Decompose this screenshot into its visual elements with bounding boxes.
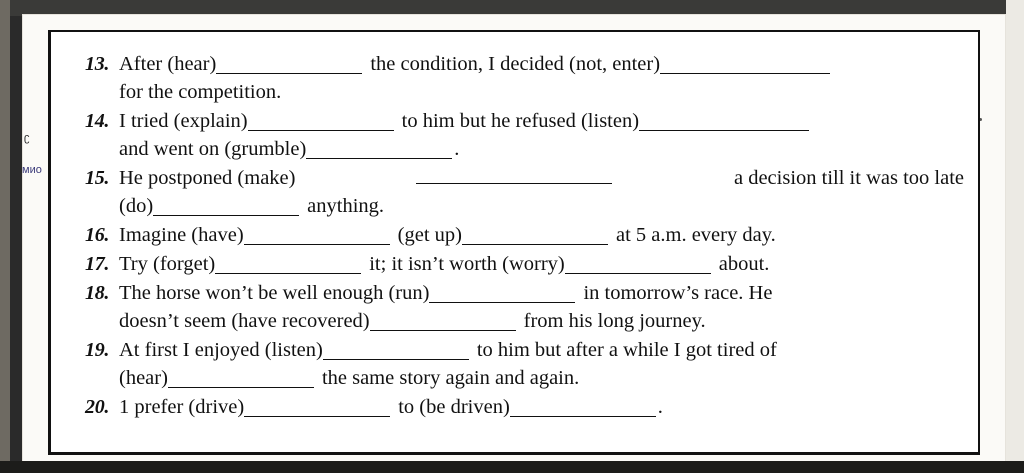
item-body [119, 164, 964, 220]
item-text: in tomorrow’s race. He [583, 282, 773, 304]
list-item [85, 221, 964, 249]
answer-blank[interactable] [429, 285, 575, 303]
item-text: . [657, 396, 663, 418]
item-text: (do) [119, 195, 154, 217]
answer-blank[interactable] [306, 141, 452, 159]
item-text: The horse won’t be well enough (run) [119, 282, 430, 304]
worksheet-frame [48, 30, 980, 455]
item-body [119, 50, 964, 106]
item-text: anything. [307, 195, 385, 217]
item-number: 20. [85, 396, 110, 418]
item-body [119, 279, 964, 335]
item-text: it; it isn’t worth (worry) [369, 253, 565, 275]
item-number: 13. [85, 53, 110, 75]
answer-blank[interactable] [248, 113, 394, 131]
page-edge-bottom [0, 461, 1024, 473]
item-text: He postponed (make) [119, 167, 296, 189]
paper-background [22, 14, 1006, 463]
answer-blank[interactable] [370, 313, 516, 331]
item-text: for the competition. [119, 81, 282, 103]
item-text: and went on (grumble) [119, 138, 307, 160]
item-number: 16. [85, 224, 110, 246]
item-text: from his long journey. [523, 310, 706, 332]
item-body [119, 221, 964, 249]
list-item [85, 50, 964, 106]
item-text: the condition, I decided (not, enter) [370, 53, 661, 75]
item-text: about. [718, 253, 770, 275]
item-number: 18. [85, 282, 110, 304]
item-text: (get up) [397, 224, 462, 246]
item-text: to (be driven) [398, 396, 510, 418]
list-item [85, 336, 964, 392]
item-number: 14. [85, 110, 110, 132]
item-number: 19. [85, 339, 110, 361]
item-text: Try (forget) [119, 253, 216, 275]
answer-blank[interactable] [323, 342, 469, 360]
list-item [85, 250, 964, 278]
answer-blank[interactable] [216, 56, 362, 74]
answer-blank[interactable] [244, 399, 390, 417]
item-text: At first I enjoyed (listen) [119, 339, 323, 361]
item-text: a decision till it was too late [733, 167, 964, 189]
item-text: (hear) [119, 367, 168, 389]
margin-mark-2: мио [22, 164, 42, 176]
item-number: 17. [85, 253, 110, 275]
item-text: After (hear) [119, 53, 217, 75]
list-item [85, 164, 964, 220]
item-body [119, 393, 964, 421]
item-text: Imagine (have) [119, 224, 244, 246]
answer-blank[interactable] [244, 227, 390, 245]
margin-mark-1: ʗ [24, 132, 30, 144]
answer-blank[interactable] [416, 166, 612, 184]
answer-blank[interactable] [639, 113, 809, 131]
item-text: doesn’t seem (have recovered) [119, 310, 370, 332]
item-text: to him but after a while I got tired of [476, 339, 777, 361]
answer-blank[interactable] [168, 370, 314, 388]
list-item [85, 107, 964, 163]
answer-blank[interactable] [565, 256, 711, 274]
item-text: . [454, 138, 460, 160]
item-body [119, 336, 964, 392]
answer-blank[interactable] [215, 256, 361, 274]
item-text: to him but he refused (listen) [401, 110, 640, 132]
item-body [119, 107, 964, 163]
exercise-list [85, 50, 964, 422]
item-body [119, 250, 964, 278]
answer-blank[interactable] [660, 56, 830, 74]
item-number: 15. [85, 167, 110, 189]
answer-blank[interactable] [510, 399, 656, 417]
list-item [85, 393, 964, 421]
page-edge-left-dark [0, 0, 10, 473]
item-text: 1 prefer (drive) [119, 396, 245, 418]
item-text: the same story again and again. [321, 367, 580, 389]
item-text: at 5 a.m. every day. [615, 224, 776, 246]
page-edge-right [1006, 0, 1024, 473]
list-item [85, 279, 964, 335]
answer-blank[interactable] [153, 198, 299, 216]
item-text: I tried (explain) [119, 110, 248, 132]
answer-blank[interactable] [462, 227, 608, 245]
